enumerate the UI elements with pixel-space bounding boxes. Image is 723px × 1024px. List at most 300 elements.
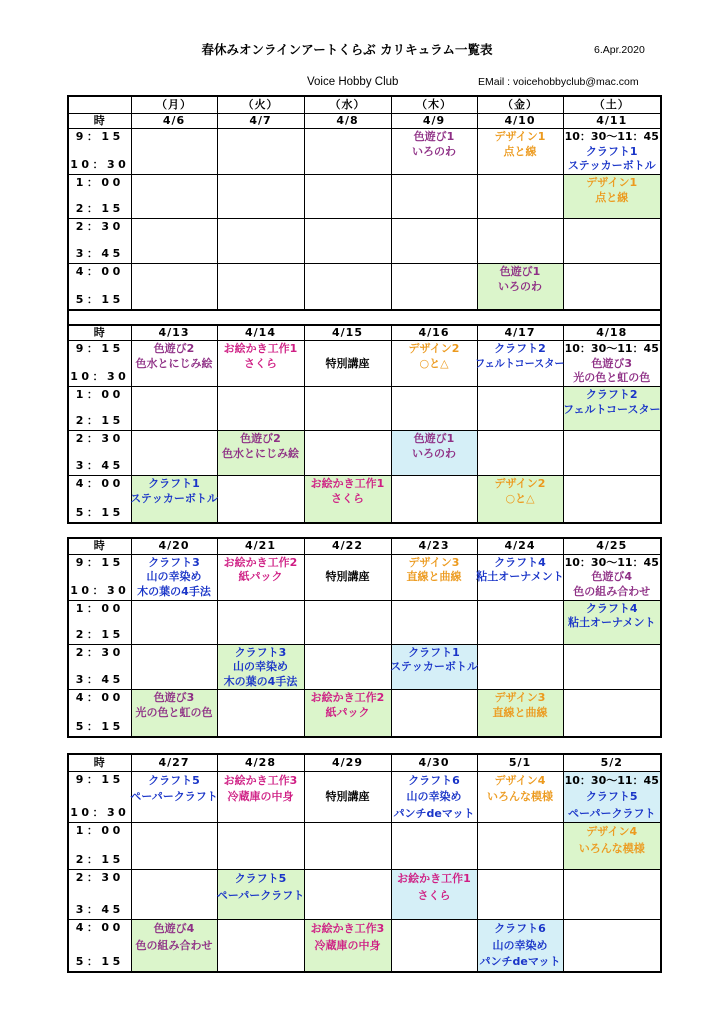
time-slot-row xyxy=(68,870,661,920)
date-row xyxy=(68,113,661,129)
cell-content xyxy=(305,356,391,372)
class-detail-text: 山の幸染め xyxy=(492,938,548,952)
start-time: 9：15 xyxy=(75,130,124,143)
class-title xyxy=(305,477,391,492)
class-title-text: クラフト2 xyxy=(585,388,638,401)
time-range xyxy=(69,772,131,820)
end-time: 10：30 xyxy=(70,370,130,383)
class-detail xyxy=(305,938,391,955)
cell-content xyxy=(218,870,304,904)
class-title-text: デザイン2 xyxy=(408,342,460,355)
cell-content xyxy=(132,129,217,130)
end-time: 3：45 xyxy=(75,672,124,686)
class-detail xyxy=(564,403,661,418)
cell-content xyxy=(478,219,563,220)
cell-content xyxy=(392,476,477,477)
start-time: 1：00 xyxy=(75,601,124,615)
class-detail xyxy=(392,888,477,905)
class-detail xyxy=(305,492,391,507)
class-cell xyxy=(477,690,563,737)
class-cell xyxy=(563,600,661,644)
empty-cell xyxy=(304,600,391,644)
time-column-header: 時 xyxy=(68,113,131,129)
class-title-text: クラフト2 xyxy=(494,342,546,355)
cell-content xyxy=(305,788,391,806)
cell-content xyxy=(132,920,217,954)
class-detail-text: フェルトコースター xyxy=(563,402,661,416)
class-detail xyxy=(478,938,563,955)
class-detail xyxy=(392,145,477,160)
class-title xyxy=(478,556,563,571)
cell-content xyxy=(218,772,304,806)
time-range xyxy=(69,175,131,216)
class-detail xyxy=(218,660,304,675)
class-detail-text: 直線と曲線 xyxy=(492,705,548,719)
class-cell xyxy=(304,690,391,737)
empty-cell xyxy=(131,175,217,219)
cell-content xyxy=(475,341,565,371)
cell-content xyxy=(305,175,391,176)
cell-content xyxy=(218,555,304,585)
class-cell xyxy=(477,554,563,600)
cell-content xyxy=(564,219,661,220)
cell-content xyxy=(392,772,477,823)
class-detail-text: 粘土オーナメント xyxy=(476,570,564,583)
date-header: 4/17 xyxy=(477,325,563,341)
class-title-text: 色遊び2 xyxy=(240,432,281,445)
empty-cell xyxy=(217,690,304,737)
empty-cell xyxy=(563,690,661,737)
class-cell xyxy=(304,771,391,823)
class-title-text: 特別講座 xyxy=(325,570,370,584)
class-cell xyxy=(563,771,661,823)
class-cell xyxy=(563,387,661,431)
empty-cell xyxy=(217,387,304,431)
empty-cell xyxy=(217,823,304,870)
time-range xyxy=(69,431,131,473)
date-header: 4/22 xyxy=(304,538,391,554)
class-title xyxy=(564,570,661,585)
start-time: 1：00 xyxy=(75,824,124,837)
class-detail-text: 山の幸染め xyxy=(146,570,202,583)
class-cell xyxy=(477,771,563,823)
class-title xyxy=(218,342,304,357)
empty-cell xyxy=(304,823,391,870)
class-cell xyxy=(217,431,304,476)
class-detail-text: 色水とにじみ絵 xyxy=(222,446,299,460)
cell-content xyxy=(392,219,477,220)
end-time: 10：30 xyxy=(70,583,130,597)
class-title-text: クラフト3 xyxy=(234,645,287,659)
time-slot-row xyxy=(68,771,661,823)
class-title-text: デザイン2 xyxy=(494,477,546,490)
class-time xyxy=(564,556,661,571)
empty-cell xyxy=(563,644,661,690)
cell-content xyxy=(392,431,477,461)
date-header: 4/25 xyxy=(563,538,661,554)
cell-content xyxy=(564,601,661,631)
class-detail-text: いろのわ xyxy=(412,446,456,460)
class-title xyxy=(305,570,391,585)
class-detail xyxy=(132,938,217,955)
class-title xyxy=(218,646,304,661)
time-slot-row xyxy=(68,476,661,523)
time-slot-row xyxy=(68,600,661,644)
time-range xyxy=(69,645,131,687)
time-slot-row xyxy=(68,823,661,870)
class-title xyxy=(392,342,477,357)
class-cell xyxy=(391,870,477,920)
class-title xyxy=(132,477,217,492)
date-header: 4/14 xyxy=(217,325,304,341)
class-cell xyxy=(477,920,563,972)
class-detail-text: 直線と曲線 xyxy=(406,570,462,583)
time-column-header: 時 xyxy=(68,538,131,554)
class-cell xyxy=(131,920,217,972)
class-cell xyxy=(563,554,661,600)
class-detail-text: 冷蔵庫の中身 xyxy=(227,790,294,803)
class-cell xyxy=(131,476,217,523)
time-slot-row xyxy=(68,219,661,264)
class-detail xyxy=(392,570,477,585)
cell-content xyxy=(392,129,477,159)
start-time: 9：15 xyxy=(75,555,124,569)
class-detail-text: いろのわ xyxy=(412,144,456,158)
time-slot-cell xyxy=(68,175,131,219)
empty-cell xyxy=(217,219,304,264)
class-cell xyxy=(131,771,217,823)
cell-content xyxy=(305,129,391,130)
time-slot-row xyxy=(68,431,661,476)
class-time-text: 10：30～11：45 xyxy=(564,130,659,143)
class-title xyxy=(218,871,304,888)
cell-content xyxy=(392,690,477,691)
class-title-text: お絵かき工作1 xyxy=(223,342,298,355)
start-time: 2：30 xyxy=(75,645,124,659)
class-title-text: お絵かき工作3 xyxy=(310,922,385,935)
empty-cell xyxy=(131,129,217,175)
class-detail xyxy=(132,357,217,372)
class-time xyxy=(564,773,661,790)
class-detail-text: 山の幸染め xyxy=(233,660,288,673)
time-slot-row xyxy=(68,644,661,690)
empty-cell xyxy=(391,476,477,523)
cell-content xyxy=(218,264,304,265)
time-slot-cell xyxy=(68,554,131,600)
class-detail xyxy=(132,492,217,507)
time-range xyxy=(69,264,131,307)
class-title xyxy=(564,824,661,841)
start-time: 2：30 xyxy=(75,220,124,233)
cell-content xyxy=(392,645,477,675)
cell-content xyxy=(478,264,563,294)
class-cell xyxy=(391,341,477,387)
class-cell xyxy=(477,264,563,310)
class-detail xyxy=(132,706,217,721)
date-header: 4/30 xyxy=(391,754,477,771)
class-detail xyxy=(564,585,661,600)
cell-content xyxy=(132,175,217,176)
date-header: 4/10 xyxy=(477,113,563,129)
class-title xyxy=(392,556,477,571)
cell-content xyxy=(305,920,391,954)
schedule-table xyxy=(67,95,662,524)
class-detail-text: いろんな模様 xyxy=(578,841,645,855)
class-title xyxy=(392,871,477,888)
end-time: 2：15 xyxy=(75,627,124,641)
class-detail-text: ペーパークラフト xyxy=(216,888,305,902)
class-cell xyxy=(304,476,391,523)
time-slot-cell xyxy=(68,431,131,476)
empty-cell xyxy=(217,476,304,523)
time-slot-cell xyxy=(68,920,131,972)
class-detail xyxy=(132,585,217,600)
date-header: 5/1 xyxy=(477,754,563,771)
class-title-text: 色遊び4 xyxy=(591,570,633,583)
weekday-header: （水） xyxy=(304,96,391,113)
class-cell xyxy=(304,920,391,972)
class-title xyxy=(478,773,563,790)
cell-content xyxy=(305,219,391,220)
class-title-text: クラフト5 xyxy=(234,872,287,885)
empty-cell xyxy=(477,823,563,870)
club-email: EMail : voicehobbyclub@mac.com xyxy=(478,76,639,88)
empty-cell xyxy=(563,219,661,264)
cell-content xyxy=(305,387,391,388)
empty-cell xyxy=(477,600,563,644)
class-title xyxy=(392,130,477,145)
class-cell xyxy=(563,175,661,219)
cell-content xyxy=(132,476,217,506)
class-detail xyxy=(218,888,304,905)
cell-content xyxy=(392,341,477,371)
time-slot-cell xyxy=(68,341,131,387)
cell-content xyxy=(305,476,391,506)
cell-content xyxy=(478,772,563,806)
cell-content xyxy=(564,555,661,600)
weekday-corner-cell xyxy=(68,96,131,113)
class-title xyxy=(564,176,661,191)
cell-content xyxy=(564,772,661,823)
time-column-header: 時 xyxy=(68,754,131,771)
date-header: 4/15 xyxy=(304,325,391,341)
class-detail-text: 色の組み合わせ xyxy=(573,584,651,598)
cell-content xyxy=(478,870,563,871)
cell-content xyxy=(132,341,217,371)
class-detail-text: パンチdeマット xyxy=(479,955,561,968)
cell-content xyxy=(132,870,217,871)
class-title xyxy=(392,646,477,661)
empty-cell xyxy=(477,870,563,920)
time-slot-row xyxy=(68,264,661,310)
time-range xyxy=(69,555,131,598)
class-title-text: デザイン4 xyxy=(494,773,546,787)
cell-content xyxy=(218,431,304,461)
time-slot-row xyxy=(68,554,661,600)
start-time: 9：15 xyxy=(75,772,124,786)
class-detail-text: 木の葉の4手法 xyxy=(137,584,211,598)
time-slot-row xyxy=(68,690,661,737)
class-detail-text: ステッカーボトル xyxy=(567,159,656,172)
class-title xyxy=(478,130,563,145)
class-detail-text: ペーパークラフト xyxy=(130,790,218,803)
date-header: 5/2 xyxy=(563,754,661,771)
cell-content xyxy=(392,175,477,176)
date-header: 4/23 xyxy=(391,538,477,554)
empty-cell xyxy=(217,920,304,972)
empty-cell xyxy=(477,387,563,431)
class-detail xyxy=(218,357,304,372)
empty-cell xyxy=(391,690,477,737)
start-time: 2：30 xyxy=(75,871,124,884)
cell-content xyxy=(478,601,563,602)
class-title-text: デザイン1 xyxy=(494,130,546,143)
class-detail xyxy=(392,447,477,462)
class-title-text: クラフト1 xyxy=(408,645,460,659)
empty-cell xyxy=(477,644,563,690)
empty-cell xyxy=(391,920,477,972)
empty-cell xyxy=(477,219,563,264)
schedule-table xyxy=(67,753,662,973)
class-detail-text: パンチdeマット xyxy=(393,806,475,820)
class-title xyxy=(478,477,563,492)
class-title-text: 色遊び3 xyxy=(153,691,195,704)
cell-content xyxy=(218,823,304,824)
cell-content xyxy=(564,129,661,174)
empty-cell xyxy=(304,175,391,219)
class-title xyxy=(392,432,477,447)
class-title-text: クラフト1 xyxy=(148,477,200,490)
empty-cell xyxy=(563,920,661,972)
class-detail-text: さくら xyxy=(417,888,451,902)
class-detail-text: 山の幸染め xyxy=(406,790,462,803)
weekday-header: （金） xyxy=(477,96,563,113)
time-slot-cell xyxy=(68,476,131,523)
cell-content xyxy=(564,870,661,871)
class-cell xyxy=(391,554,477,600)
class-cell xyxy=(477,476,563,523)
date-header: 4/28 xyxy=(217,754,304,771)
end-time: 3：45 xyxy=(75,459,124,472)
time-slot-cell xyxy=(68,387,131,431)
empty-cell xyxy=(131,823,217,870)
cell-content xyxy=(218,175,304,176)
class-detail-text: ○と△ xyxy=(419,356,449,370)
class-title-text: クラフト6 xyxy=(494,922,546,935)
class-title-text: 特別講座 xyxy=(325,790,370,803)
schedule-table xyxy=(67,537,662,738)
date-row xyxy=(68,538,661,554)
cell-content xyxy=(132,555,217,600)
date-header: 4/8 xyxy=(304,113,391,129)
weekday-header: （月） xyxy=(131,96,217,113)
class-detail-text: 紙パック xyxy=(325,705,370,719)
time-column-header: 時 xyxy=(68,325,131,341)
class-title xyxy=(305,921,391,938)
class-time xyxy=(564,130,661,145)
cell-content xyxy=(132,690,217,720)
empty-cell xyxy=(563,264,661,310)
class-detail xyxy=(564,806,661,823)
empty-cell xyxy=(391,175,477,219)
time-slot-cell xyxy=(68,870,131,920)
class-detail-text: フェルトコースター xyxy=(475,356,565,370)
time-range xyxy=(69,870,131,917)
class-title-text: 色遊び4 xyxy=(153,922,195,935)
cell-content xyxy=(132,601,217,602)
empty-cell xyxy=(391,219,477,264)
class-title-text: クラフト5 xyxy=(148,773,200,787)
cell-content xyxy=(392,387,477,388)
end-time: 10：30 xyxy=(70,158,130,171)
class-cell xyxy=(217,870,304,920)
class-title xyxy=(305,691,391,706)
class-time-text: 10：30～11：45 xyxy=(564,342,659,355)
time-slot-cell xyxy=(68,771,131,823)
time-range xyxy=(69,920,131,969)
class-title-text: 色遊び2 xyxy=(153,342,195,355)
class-detail-text: 冷蔵庫の中身 xyxy=(314,938,381,952)
cell-content xyxy=(218,341,304,371)
class-title-text: クラフト4 xyxy=(494,555,546,569)
end-time: 2：15 xyxy=(75,853,124,866)
empty-cell xyxy=(304,129,391,175)
class-cell xyxy=(563,341,661,387)
class-detail-text: 木の葉の4手法 xyxy=(223,674,298,688)
class-title-text: クラフト5 xyxy=(585,790,638,803)
class-title-text: 色遊び3 xyxy=(591,356,633,370)
class-cell xyxy=(391,129,477,175)
cell-content xyxy=(218,920,304,921)
end-time: 3：45 xyxy=(75,903,124,916)
cell-content xyxy=(218,476,304,477)
class-cell xyxy=(477,341,563,387)
empty-cell xyxy=(304,644,391,690)
class-detail xyxy=(305,706,391,721)
time-slot-row xyxy=(68,920,661,972)
class-detail xyxy=(218,789,304,806)
start-time: 4：00 xyxy=(75,265,124,278)
class-detail-text: いろんな模様 xyxy=(487,790,553,803)
cell-content xyxy=(132,431,217,432)
cell-content xyxy=(132,219,217,220)
class-title-text: お絵かき工作1 xyxy=(397,872,471,885)
cell-content xyxy=(564,387,661,417)
cell-content xyxy=(392,870,477,904)
class-time-text: 10：30～11：45 xyxy=(564,773,659,787)
class-detail-text: さくら xyxy=(244,356,277,370)
class-cell xyxy=(563,823,661,870)
time-slot-cell xyxy=(68,600,131,644)
class-detail-text: 紙パック xyxy=(238,570,283,583)
class-detail-text: 色の組み合わせ xyxy=(135,938,213,952)
class-detail xyxy=(564,841,661,858)
class-title xyxy=(564,145,661,160)
class-detail-text: 点と線 xyxy=(503,144,537,158)
cell-content xyxy=(564,431,661,432)
time-slot-cell xyxy=(68,690,131,737)
class-detail-text: 色水とにじみ絵 xyxy=(135,356,213,370)
class-detail-text: ○と△ xyxy=(505,491,535,505)
cell-content xyxy=(392,920,477,921)
empty-cell xyxy=(391,264,477,310)
empty-cell xyxy=(217,129,304,175)
cell-content xyxy=(305,645,391,646)
class-cell xyxy=(304,554,391,600)
time-slot-cell xyxy=(68,129,131,175)
class-detail xyxy=(132,789,217,806)
class-cell xyxy=(217,771,304,823)
